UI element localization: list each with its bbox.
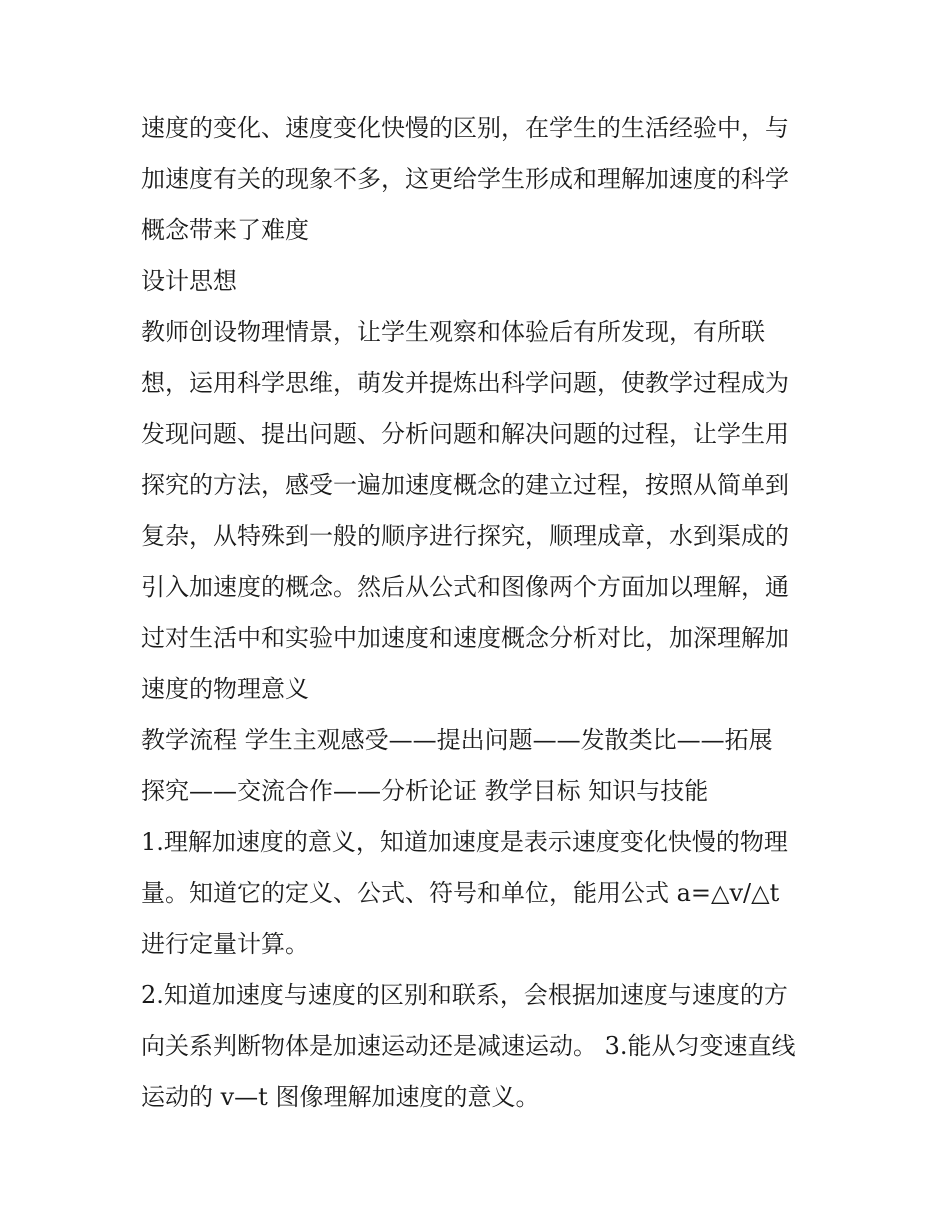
text-line: 进行定量计算。: [141, 930, 309, 958]
section-heading: 设计思想: [141, 267, 237, 295]
text-line: 运动的 v—t 图像理解加速度的意义。: [141, 1083, 540, 1111]
text-line: 量。知道它的定义、公式、符号和单位，能用公式 a=△v/△t: [141, 879, 780, 907]
text-line: 教学流程 学生主观感受——提出问题——发散类比——拓展: [141, 726, 773, 754]
text-line: 加速度有关的现象不多，这更给学生形成和理解加速度的科学: [141, 165, 789, 193]
text-line: 想，运用科学思维，萌发并提炼出科学问题，使教学过程成为: [141, 369, 789, 397]
text-line: 探究的方法，感受一遍加速度概念的建立过程，按照从简单到: [141, 471, 789, 499]
text-line: 复杂，从特殊到一般的顺序进行探究，顺理成章，水到渠成的: [141, 522, 789, 550]
text-line: 教师创设物理情景，让学生观察和体验后有所发现，有所联: [141, 318, 765, 346]
text-line: 向关系判断物体是加速运动还是减速运动。 3.能从匀变速直线: [141, 1032, 796, 1060]
text-line: 概念带来了难度: [141, 216, 309, 244]
text-line: 1.理解加速度的意义，知道加速度是表示速度变化快慢的物理: [141, 828, 788, 856]
text-line: 速度的变化、速度变化快慢的区别，在学生的生活经验中，与: [141, 114, 789, 142]
text-line: 引入加速度的概念。然后从公式和图像两个方面加以理解，通: [141, 573, 789, 601]
text-line: 探究——交流合作——分析论证 教学目标 知识与技能: [141, 777, 709, 805]
text-line: 2.知道加速度与速度的区别和联系，会根据加速度与速度的方: [141, 981, 788, 1009]
text-line: 发现问题、提出问题、分析问题和解决问题的过程，让学生用: [141, 420, 789, 448]
text-line: 速度的物理意义: [141, 675, 309, 703]
text-line: 过对生活中和实验中加速度和速度概念分析对比，加深理解加: [141, 624, 789, 652]
